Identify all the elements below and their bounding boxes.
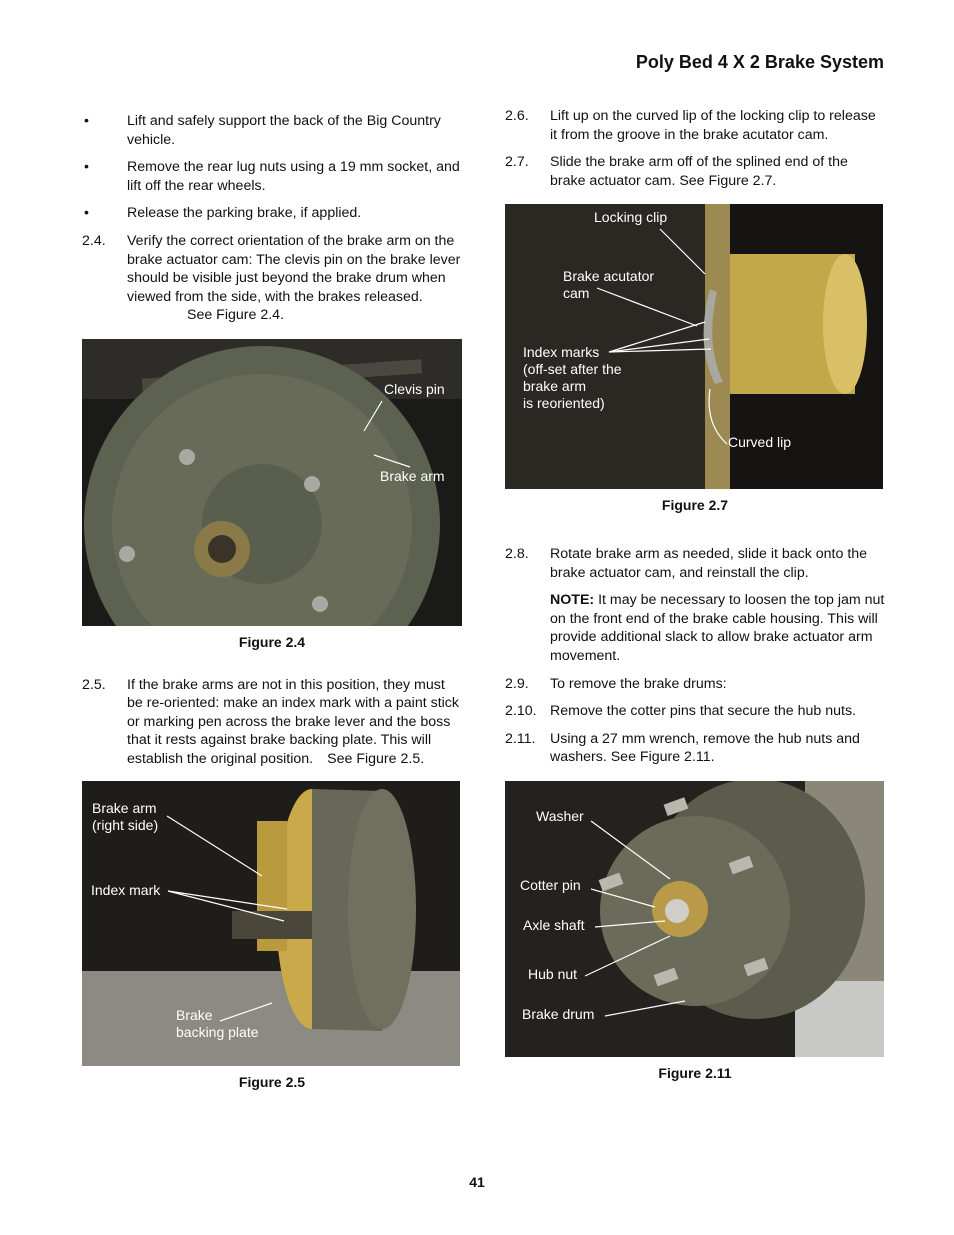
step-number: 2.6.: [505, 108, 529, 124]
step-text: Slide the brake arm off of the splined end of the brake actuator cam. See Figure 2.7.: [550, 154, 848, 189]
step-body: If the brake arms are not in this position, they must be re-oriented: make an index mark with a paint stick or marking pen across the brake lever and the boss that it rests against brake backing plate. This will establish the original position.: [127, 676, 459, 767]
left-column: [82, 112, 462, 1091]
figure-reference: See Figure 2.4.: [187, 307, 285, 324]
label-locking-clip: Locking clip: [594, 209, 668, 226]
label-actuator-cam: Brake acutator cam: [563, 268, 655, 302]
label-index-mark: Index mark: [91, 881, 161, 898]
list-item-text: Release the parking brake, if applied.: [127, 205, 362, 222]
step-number: 2.8.: [505, 545, 529, 562]
label-cotter-pin: Cotter pin: [520, 876, 581, 893]
label-axle-shaft: Axle shaft: [523, 916, 585, 933]
step-2-5: [82, 676, 462, 769]
step-number: 2.4.: [82, 232, 106, 249]
step-number: 2.5.: [82, 676, 106, 693]
figure-2-5-photo: [82, 781, 460, 1066]
step-text: To remove the brake drums:: [550, 675, 727, 692]
figure-caption: Figure 2.5: [238, 1073, 306, 1090]
note-label: NOTE:: [550, 592, 595, 609]
figure-caption: Figure 2.11: [658, 1064, 732, 1081]
step-2-10: [505, 702, 885, 721]
list-item: [82, 204, 462, 223]
figure-caption: Figure 2.4: [238, 633, 306, 650]
page-number: 41: [469, 1174, 485, 1190]
step-2-11: [505, 730, 885, 767]
note-text: It may be necessary to loosen the top jam nut on the front end of the brake cable housing. This will provide additional slack to allow brake actuator arm movement.: [550, 592, 885, 664]
step-text: Lift up on the curved lip of the locking clip to release it from the groove in the brake acutator cam.: [550, 108, 876, 143]
step-body: Verify the correct orientation of the brake arm on the brake actuator cam: The clevis pin on the brake lever should be visible just beyond the brake drum when viewed from the side, with the brakes released.: [127, 232, 461, 305]
list-item-text: Remove the rear lug nuts using a 19 mm socket, and lift off the rear wheels.: [127, 159, 460, 194]
step-2-7: [505, 153, 885, 190]
figure-caption: Figure 2.7: [661, 497, 729, 514]
page-title: Poly Bed 4 X 2 Brake System: [635, 52, 884, 72]
step-number: 2.11.: [505, 730, 536, 747]
step-text: [127, 676, 462, 769]
step-text: Using a 27 mm wrench, remove the hub nuts and washers. See Figure 2.11.: [550, 730, 860, 766]
bullet: •: [84, 113, 89, 129]
label-index-marks: Index marks (off-set after the brake arm is reoriented): [523, 344, 622, 412]
step-2-9: [505, 675, 885, 694]
bullet: •: [84, 205, 89, 222]
step-text: Rotate brake arm as needed, slide it back onto the brake actuator cam, and reinstall the clip.: [550, 545, 868, 581]
step-2-4: [82, 232, 462, 325]
label-brake-arm-right: Brake arm (right side): [92, 799, 159, 833]
figure-reference: See Figure 2.5.: [327, 750, 425, 767]
right-column: [505, 107, 885, 1083]
label-brake-arm: Brake arm: [380, 467, 445, 484]
bullet: •: [84, 159, 89, 176]
figure-2-4-photo: [82, 339, 462, 626]
step-text: Remove the cotter pins that secure the hub nuts.: [550, 703, 856, 720]
list-item: [82, 158, 462, 195]
figure-2-11-photo: [505, 781, 884, 1057]
label-clevis-pin: Clevis pin: [384, 380, 445, 397]
step-number: 2.10.: [505, 703, 537, 720]
label-brake-drum: Brake drum: [522, 1005, 595, 1022]
label-washer: Washer: [536, 807, 584, 824]
list-item: [82, 112, 462, 149]
step-number: 2.9.: [505, 675, 529, 692]
label-hub-nut: Hub nut: [528, 965, 578, 982]
step-text: [127, 232, 462, 325]
list-item-text: Lift and safely support the back of the Big Country vehicle.: [127, 113, 441, 148]
figure-2-7-photo: [505, 204, 883, 489]
step-number: 2.7.: [505, 154, 529, 171]
label-backing-plate: Brake backing plate: [176, 1006, 259, 1040]
note: [550, 591, 885, 665]
step-2-8: [505, 545, 885, 582]
step-2-6: [505, 107, 885, 144]
label-curved-lip: Curved lip: [728, 434, 792, 451]
